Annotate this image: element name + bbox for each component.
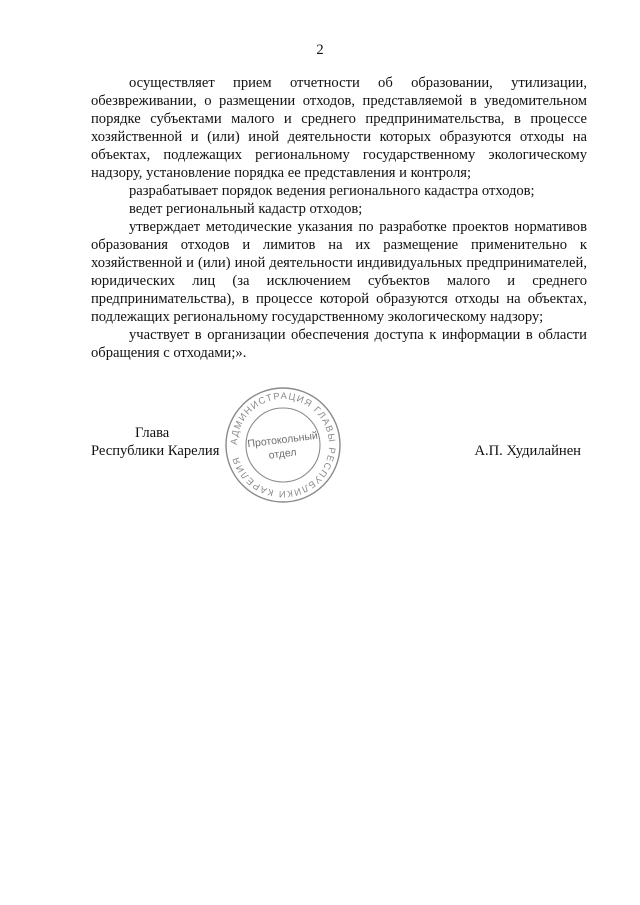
stamp-center-line1: Протокольный xyxy=(246,429,319,451)
stamp-center-line2: отдел xyxy=(268,446,298,462)
paragraph-cadastre-procedure: разрабатывает порядок ведения регионального кадастра отходов; xyxy=(129,183,535,199)
paragraph-information-access: участвует в организации обеспечения доступа к информации в области обращения с отходами;». xyxy=(91,327,587,361)
paragraph-reporting: осуществляет прием отчетности об образовании, утилизации, обезвреживании, о размещении отходов, представляемой в уведомительном порядке субъектами малого и среднего предпринимательства, в процессе хозяйственной и (или) иной деятельности которых образуются отходы на объектах, подлежащих региональному государственному экологическому надзору, установление порядка ее представления и контроля; xyxy=(91,75,587,181)
page-number: 2 xyxy=(316,42,324,58)
stamp-ring-text: АДМИНИСТРАЦИЯ ГЛАВЫ РЕСПУБЛИКИ КАРЕЛИЯ xyxy=(227,389,339,501)
paragraph-cadastre: ведет региональный кадастр отходов; xyxy=(129,201,363,217)
body-text xyxy=(91,74,587,362)
signatory-title: Глава xyxy=(135,425,170,441)
signatory-region: Республики Карелия xyxy=(91,443,220,459)
signatory-name: А.П. Худилайнен xyxy=(474,443,581,459)
official-stamp xyxy=(210,386,356,504)
paragraph-guidelines: утверждает методические указания по разработке проектов нормативов образования отходов и лимитов на их размещение применительно к хозяйственной и (или) иной деятельности индивидуальных предпринимателей, юридических лиц (за исключением субъектов малого и среднего предпринимательства), в процессе которой образуются отходы на объектах, подлежащих региональному государственному экологическому надзору; xyxy=(91,219,587,325)
